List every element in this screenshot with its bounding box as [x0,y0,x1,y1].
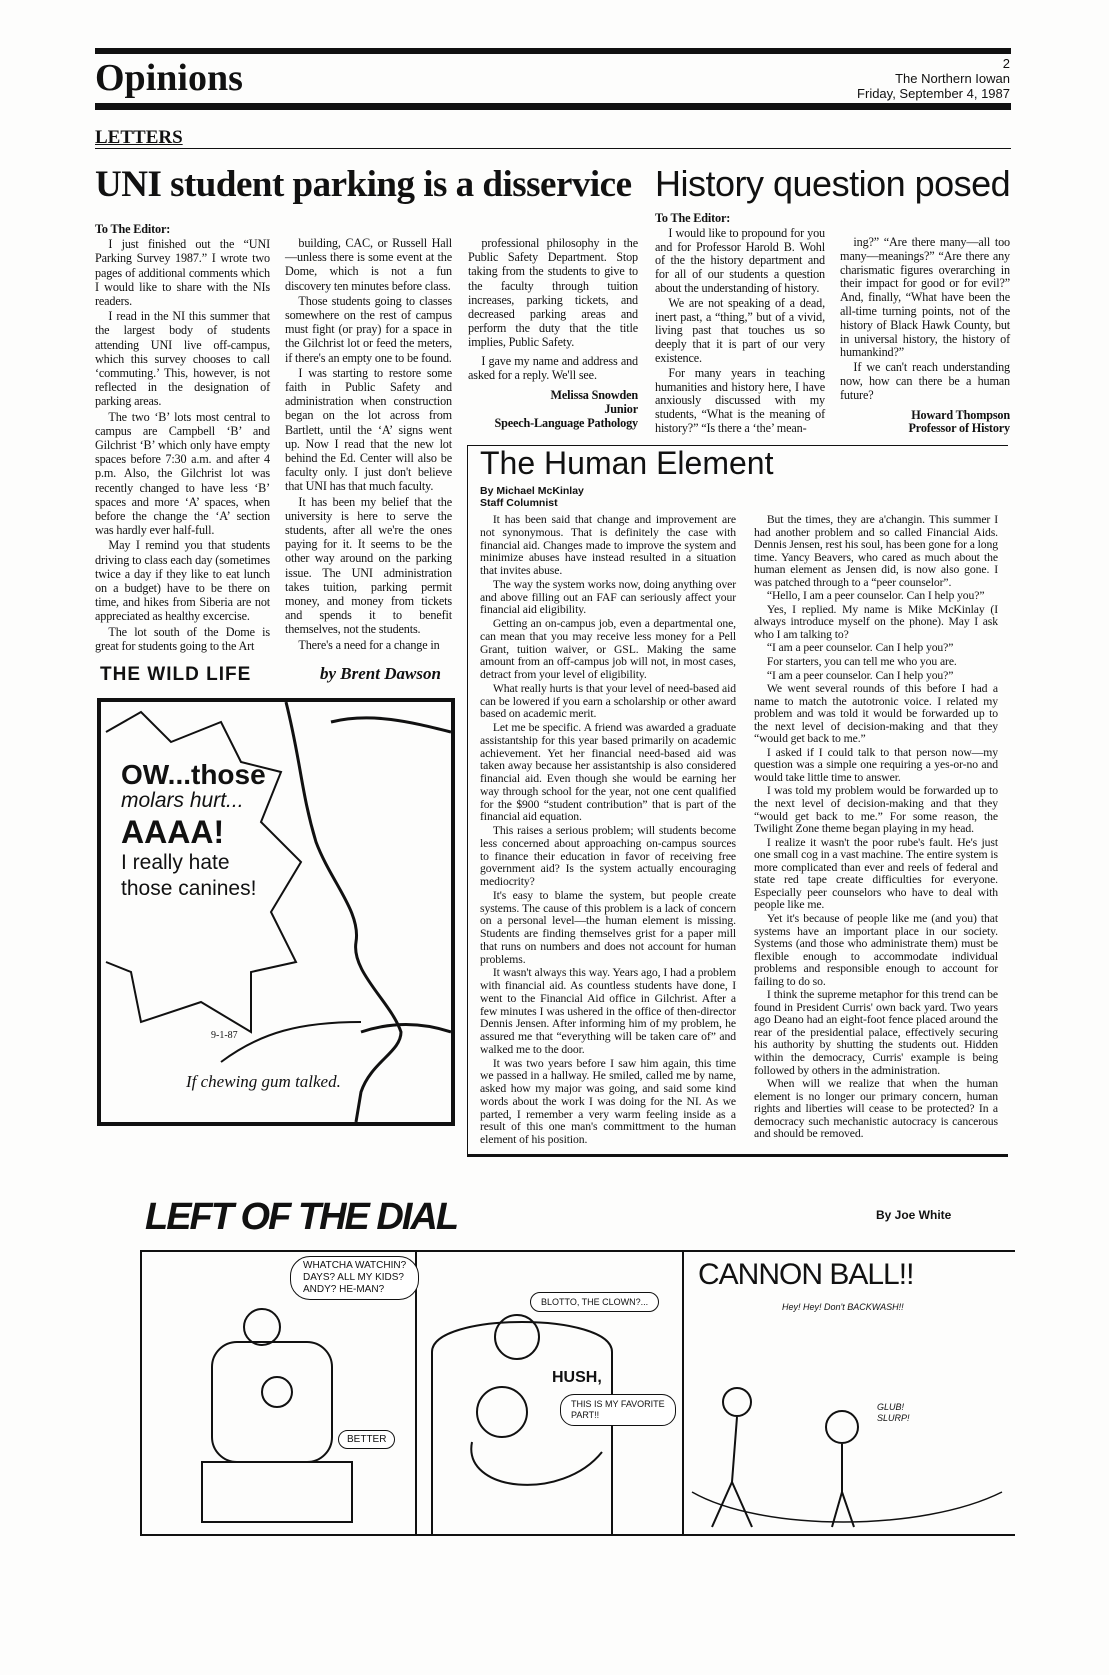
paragraph: The lot south of the Dome is great for students going to the Art [95,624,270,653]
bubble-line: THIS IS MY FAVORITE [571,1399,665,1409]
paragraph: I think the supreme metaphor for this trend can be found in President Curris' own back yard. Two years ago Deano had an eight-foot fence placed around the rear of the presidential palace, effectively securing his authority by shutting the students out. Hidden within the democracy, Curris' example is being followed by others in the administration. [754,988,998,1077]
drawing-date: 9-1-87 [211,1030,238,1041]
history-headline: History question posed [655,163,1011,204]
paragraph: The two ‘B’ lots most central to campus are Campbell ‘B’ and Gilchrist ‘B’ which only have empty spaces before 7:30 a.m. and after 4 p.m. Also, the Gilchrist lot was recently changed to have less ‘B’ spaces and more ‘A’ spaces, when before the change the ‘A’ section was hardly ever half-full. [95,409,270,538]
paragraph: The way the system works now, doing anything over and above filling out an FAF can seriously affect your financial aid eligibility. [480,577,736,617]
parking-letter-col-3 [468,236,638,431]
column-title: The Human Element [480,445,774,481]
sound-line: GLUB! [877,1402,905,1412]
sound-line: SLURP! [877,1413,910,1423]
paragraph: “I am a peer counselor. Can I help you?” [766,668,954,682]
author: By Michael McKinlay [480,485,584,497]
paragraph: When will we realize that when the human element is no longer our primary concern, human rights and liberties will cease to be protected? In a democracy such mechanistic autocracy is cancerous and should be removed. [754,1077,998,1141]
top-rule [95,48,1011,54]
paragraph: If we can't reach understanding now, how can there be a human future? [840,360,1010,402]
paragraph: I realize it wasn't the poor rube's fault. He's just one small cog in a vast machine. The entire system is more complicated than ever and reels of federal and state red tape create difficulties for everyone. Especially peer counselors who have to deal with people like me. [754,835,998,912]
column-col-2 [754,514,998,1142]
paragraph: Getting an on-campus job, even a departmental one, can mean that you may receive less money for a Pell Grant, tuition waiver, or GSL. Making the same amount from an off-campus job will not, in most cases, detract from your level of eligibility. [480,617,736,681]
paragraph: It has been my belief that the university is here to serve the students, after all we're the ones paying for it. It seems to be the other way around on the parking issue. The UNI administration takes tuition, parking permit money, and money from tickets and spends it to benefit themselves, not the students. [285,494,452,637]
paragraph: Yet it's because of people like me (and you) that systems have an important place in our society. Systems (and those who administrate them) must be flexible enough to accommodate individual problems and responsible enough to account for failing to do so. [754,911,998,988]
sound-effect [877,1402,910,1424]
paragraph: Let me be specific. A friend was awarded a graduate assistantship for this year based primarily on academic achievement. Yet her financial need-based aid was taken away because her assistantship is also considered financial aid. Even though she would be earning her way through school for the year, not one cent qualified for the $900 “student contribution” that is part of the financial aid equation. [480,721,736,824]
balloon-line: AAAA! [121,814,225,850]
issue-date: Friday, September 4, 1987 [857,86,1010,101]
paragraph: For many years in teaching humanities and history here, I have anxiously discussed with my students, “What is the meaning of history?” “Is there a ‘the’ mean- [655,365,825,435]
speech-text: CANNON BALL!! [698,1258,914,1291]
signature-line: Speech-Language Pathology [494,416,638,431]
paragraph: We are not speaking of a dead, inert past, a “thing,” but of a vivid, living past that touches us so deeply that it is part of our very existence. [655,295,825,365]
paragraph: I was told my problem would be forwarded up to the next level of decision-making and that they “would get back to me.” For some reason, the Twilight Zone theme began playing in my head. [754,784,998,836]
column-col-1 [480,514,736,1148]
parking-headline: UNI student parking is a disservice [95,164,632,205]
balloon-line: I really hate [121,851,230,874]
parking-letter-col-2 [285,236,452,653]
signature-line: Howard Thompson [911,407,1010,422]
paragraph: I asked if I could talk to that person now—my question was a simple one requiring a yes-or-no and would take little time to answer. [754,745,998,784]
bubble-line: ANDY? HE-MAN? [303,1284,385,1295]
signature-line: Professor of History [908,421,1010,436]
paragraph: It's easy to blame the system, but people create systems. The cause of this problem is a lack of concern on a personal level—the human element is missing. Students are finding themselves grist for a paper mill that runs on numbers and does not account for human problems. [480,888,736,966]
paragraph: I read in the NI this summer that the largest body of students attending UNI live off-campus, which this survey chooses to call ‘commuting.’ This, however, is not reflected in the designation of parking areas. [95,309,270,409]
paragraph: “I am a peer counselor. Can I help you?” [766,641,954,655]
wild-life-caption: If chewing gum talked. [186,1072,341,1091]
speech-bubble: BETTER [338,1430,395,1449]
masthead-rule [95,103,1011,110]
signature-line: Junior [604,402,638,417]
paragraph: For starters, you can tell me who you are. [766,655,957,669]
section-title: Opinions [95,57,243,99]
paragraph: I just finished out the “UNI Parking Survey 1987.” I wrote two pages of additional comments which I would like to share with the NIs readers. [95,237,270,309]
paragraph: It was two years before I saw him again, this time we passed in a hallway. He smiled, called me by name, asked how my major was going, and said some kind words about the work I was doing for the NI. As we parted, I remember a very warm feeling inside as a result of this one man's committment to the human element of his position. [480,1056,736,1146]
paragraph: What really hurts is that your level of need-based aid can be lowered if you earn a scholarship or other award based on academic merit. [480,681,736,721]
bubble-line: DAYS? ALL MY KIDS? [303,1272,404,1283]
paragraph: We went several rounds of this before I had a name to match the autotronic voice. I related my problem and was told it would be forwarded up to the next level of decision-making and that they “would get back to me.” [754,682,998,746]
column-byline [480,485,584,509]
paper-name: The Northern Iowan [895,71,1010,86]
speech-bubble [560,1394,676,1426]
parking-signature [468,388,638,431]
balloon-line: those canines! [121,877,257,900]
letters-kicker: LETTERS [95,127,183,148]
salutation: To The Editor: [95,222,171,236]
paragraph: I would like to propound for you and for Professor Harold B. Wohl of the the history department and for all of our students a question about the understanding of history. [655,225,825,295]
bubble-line: WHATCHA WATCHIN? [303,1260,407,1271]
comic-strip [140,1250,1015,1536]
paragraph: It wasn't always this way. Years ago, I had a problem with financial aid. As countless students have done, I went to the Financial Aid office in Gilchrist. After a few minutes I was ushered in the office of then-director Dennis Jensen. After informing him of my problem, he assured me that “everything will be taken care of” and walked me to the door. [480,966,736,1056]
paragraph: I was starting to restore some faith in Public Safety and administration when construction began on the lot across from Bartlett, until the ‘A’ signs went up. Now I read that the new lot behind the Ed. Center will also be faculty only. I just don't believe that UNI has that much faculty. [285,365,452,494]
paragraph: Yes, I replied. My name is Mike McKinlay (I always introduce myself on the phone). May I ask who I am talking to? [754,602,998,641]
paragraph: professional philosophy in the Public Safety Department. Stop taking from the students to give to the faculty through tuition increases, parking tickets, and decreased parking areas and perform the duty that the title implies, Public Safety. [468,236,638,350]
left-of-dial-title: LEFT OF THE DIAL [145,1196,458,1238]
paragraph: But the times, they are a'changin. This summer I had another problem and so called Financial Aids. Dennis Jensen, rest his soul, has been gone for a long time. Yancy Beavers, who cared as much about the human element as Jensen did, is now also gone. I was patched through to a “peer counselor”. [754,513,998,589]
kicker-rule [95,148,1011,149]
paragraph: Those students going to classes somewhere on the rest of campus must fight (or pray) for a space in the Gilchrist lot or feed the meters, if there's an empty one to be found. [285,293,452,365]
speech-balloon [121,759,266,902]
paragraph: This raises a serious problem; will students become less concerned about approaching on-campus sources to finance their education in favor of receiving free government aid? Is the system actually encouraging mediocrity? [480,824,736,888]
history-letter-col-1 [655,212,825,437]
balloon-line: OW...those [121,759,266,790]
paragraph: I gave my name and address and asked for a reply. We'll see. [468,353,638,382]
author-role: Staff Columnist [480,497,558,509]
paragraph: building, CAC, or Russell Hall—unless there is some event at the Dome, which is not a fun discovery ten minutes before class. [285,236,452,293]
signature-line: Melissa Snowden [550,388,638,403]
page-number: 2 [1002,56,1010,71]
speech-text: HUSH, [552,1369,602,1386]
left-of-dial-author: By Joe White [876,1208,952,1222]
speech-bubble [290,1256,419,1300]
paragraph: There's a need for a change in [298,637,440,652]
wild-life-author: by Brent Dawson [320,664,441,683]
history-letter-col-2 [840,236,1010,436]
paragraph: May I remind you that students driving to class each day (sometimes twice a day if they like to eat lunch on a budget) have to be there on time, and hikes from Siberia are not appreciated as healthy excercise. [95,538,270,624]
salutation: To The Editor: [655,211,731,225]
speech-bubble: BLOTTO, THE CLOWN?... [530,1292,659,1312]
folio [857,56,1010,101]
wild-life-title: THE WILD LIFE [100,664,252,685]
history-signature [840,409,1010,437]
parking-letter-col-1 [95,222,270,654]
balloon-line: molars hurt... [121,789,244,812]
paragraph: “Hello, I am a peer counselor. Can I help you?” [766,589,985,603]
wild-life-panel [97,698,455,1126]
speech-text: Hey! Hey! Don't BACKWASH!! [782,1302,904,1312]
paragraph: ing?” “Are there many—all too many—meanings?” “Are there any charismatic figures overarching in their impact for good or for evil?” And, finally, “What have been the all-time turning points, not of the history of Black Hawk County, but in universal history, the history of humankind?” [840,235,1010,360]
bubble-line: PART!! [571,1410,600,1420]
paragraph: It has been said that change and improvement are not synonymous. That is definitely the case with financial aid. Changes made to improve the system and minimize abuses have instead resulted in a situation that invites abuse. [480,513,736,577]
